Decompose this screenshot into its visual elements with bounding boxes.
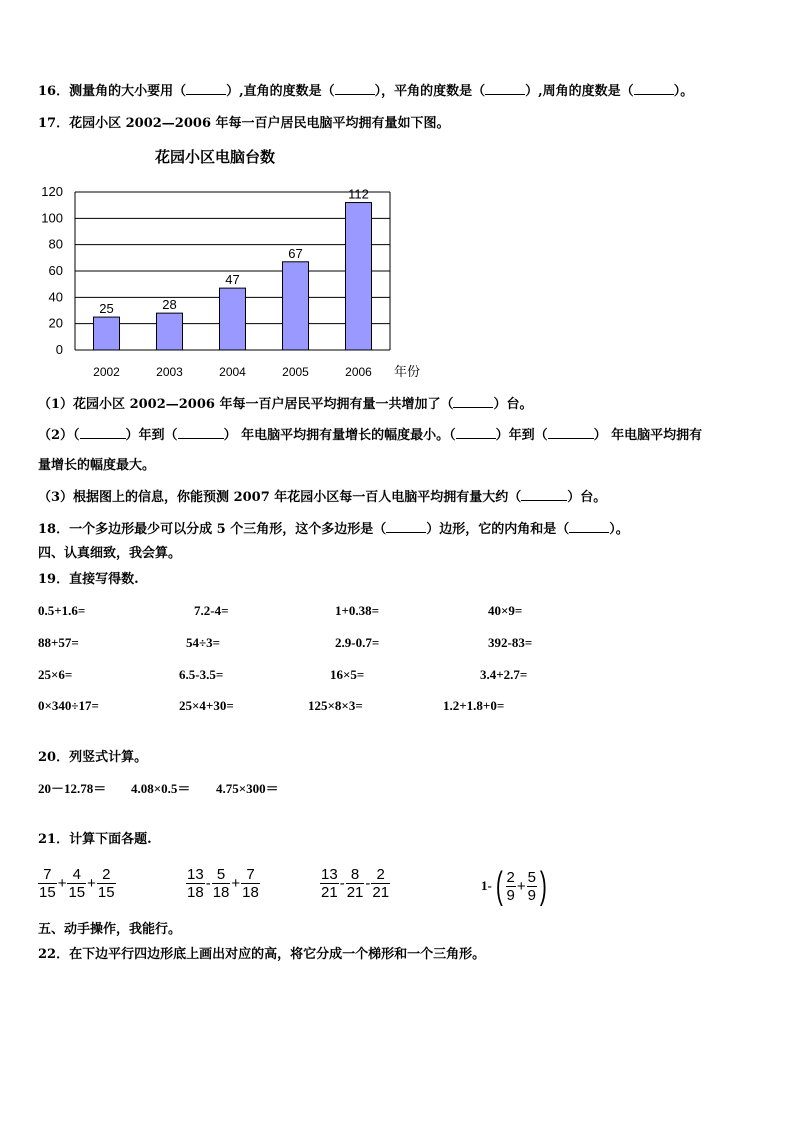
question-16: 16．测量角的大小要用（ ）,直角的度数是（ ），平角的度数是（ ）,周角的度数是（ ）。 bbox=[38, 84, 694, 99]
bar bbox=[94, 317, 120, 350]
answer-blank[interactable] bbox=[456, 427, 496, 439]
data-label: 25 bbox=[99, 301, 114, 317]
data-label: 67 bbox=[288, 245, 303, 261]
answer-blank[interactable] bbox=[634, 83, 674, 95]
mental-math-item: 54÷3= bbox=[186, 635, 221, 650]
mental-math-item: 16×5= bbox=[330, 667, 365, 682]
fraction: $\frac{2}{9}$ bbox=[506, 868, 515, 904]
x-tick-label: 2002 bbox=[93, 365, 120, 379]
fraction: $\frac{4}{15}$ bbox=[68, 866, 86, 901]
vertical-calc-item: 4.75×300＝ bbox=[216, 781, 279, 796]
mental-math-item: 0×340÷17= bbox=[38, 698, 99, 713]
x-tick-label: 2003 bbox=[156, 365, 183, 379]
question-21: 21．计算下面各题. bbox=[38, 832, 152, 847]
mental-math-item: 7.2-4= bbox=[194, 603, 229, 618]
answer-blank[interactable] bbox=[453, 396, 493, 408]
x-tick-label: 2006 bbox=[345, 365, 372, 379]
fraction: $\frac{2}{15}$ bbox=[97, 866, 115, 901]
bar bbox=[346, 203, 372, 350]
vertical-calc-item: 4.08×0.5＝ bbox=[131, 781, 191, 796]
fraction: $\frac{8}{21}$ bbox=[346, 866, 364, 901]
x-tick-label: 2004 bbox=[219, 365, 246, 379]
question-17-sub-1: （1）花园小区 2002—2006 年每一百户居民平均拥有量一共增加了（ ）台。 bbox=[38, 397, 533, 412]
answer-blank[interactable] bbox=[386, 521, 426, 533]
question-17-sub-3: （3）根据图上的信息，你能预测 2007 年花园小区每一百人电脑平均拥有量大约（ ）台。 bbox=[38, 490, 607, 505]
question-17: 17．花园小区 2002—2006 年每一百户居民电脑平均拥有量如下图。 bbox=[38, 116, 450, 131]
fraction: $\frac{5}{18}$ bbox=[212, 866, 230, 901]
mental-math-item: 2.9-0.7= bbox=[335, 635, 380, 650]
data-label: 28 bbox=[162, 297, 177, 313]
answer-blank[interactable] bbox=[548, 427, 594, 439]
answer-blank[interactable] bbox=[485, 83, 525, 95]
answer-blank[interactable] bbox=[80, 427, 126, 439]
mental-math-item: 0.5+1.6= bbox=[38, 603, 86, 618]
fraction: $\frac{7}{18}$ bbox=[242, 866, 259, 901]
answer-blank[interactable] bbox=[186, 83, 226, 95]
y-tick-label: 40 bbox=[48, 289, 63, 305]
fraction: $\frac{2}{21}$ bbox=[372, 866, 390, 901]
fraction: $\frac{7}{15}$ bbox=[39, 866, 56, 901]
answer-blank[interactable] bbox=[335, 83, 375, 95]
question-22: 22．在下边平行四边形底上画出对应的高，将它分成一个梯形和一个三角形。 bbox=[38, 947, 486, 962]
x-tick-label: 2005 bbox=[282, 365, 309, 379]
mental-math-item: 25×6= bbox=[38, 667, 73, 682]
y-tick-label: 100 bbox=[41, 210, 63, 226]
y-tick-label: 60 bbox=[48, 263, 63, 278]
fraction-expression-1: $\frac{7}{15}$ + $\frac{4}{15}$ + $\frac{2}{15}$ bbox=[39, 866, 115, 901]
y-tick-label: 20 bbox=[48, 315, 63, 331]
mental-math-item: 392-83= bbox=[488, 635, 533, 650]
question-17-sub-2-cont: 量增长的幅度最大。 bbox=[38, 458, 156, 473]
mental-math-item: 3.4+2.7= bbox=[480, 667, 528, 682]
section-5-heading: 五、动手操作，我能行。 bbox=[38, 922, 182, 937]
y-tick-label: 80 bbox=[48, 236, 63, 252]
bar bbox=[157, 313, 183, 350]
question-19: 19．直接写得数. bbox=[38, 572, 139, 587]
fraction-expression-3: $\frac{13}{21}$ - $\frac{8}{21}$ - $\frac{2}{21}$ bbox=[321, 866, 390, 901]
section-4-heading: 四、认真细致，我会算。 bbox=[38, 546, 182, 561]
question-18: 18．一个多边形最少可以分成 5 个三角形，这个多边形是（ ）边形，它的内角和是（ ）。 bbox=[38, 522, 629, 537]
fraction: $\frac{13}{18}$ bbox=[187, 866, 204, 901]
bar-chart bbox=[0, 140, 460, 390]
mental-math-item: 125×8×3= bbox=[308, 698, 363, 713]
x-axis-label: 年份 bbox=[394, 364, 421, 379]
bar bbox=[283, 262, 309, 350]
question-20: 20．列竖式计算。 bbox=[38, 750, 148, 765]
mental-math-item: 1+0.38= bbox=[335, 603, 380, 618]
data-label: 47 bbox=[225, 272, 240, 288]
chart-title: 花园小区电脑台数 bbox=[154, 149, 276, 166]
fraction-expression-2: $\frac{13}{18}$ - $\frac{5}{18}$ + $\frac{7}{18}$ bbox=[187, 866, 259, 901]
y-tick-label: 120 bbox=[41, 184, 63, 199]
answer-blank[interactable] bbox=[521, 489, 567, 501]
data-label: 112 bbox=[348, 186, 369, 202]
y-tick-label: 0 bbox=[55, 342, 63, 357]
mental-math-item: 25×4+30= bbox=[179, 698, 234, 713]
mental-math-item: 1.2+1.8+0= bbox=[443, 698, 505, 713]
fraction: $\frac{13}{21}$ bbox=[321, 866, 338, 901]
vertical-calc-item: 20－12.78＝ bbox=[38, 781, 107, 796]
fraction: $\frac{5}{9}$ bbox=[527, 868, 536, 904]
answer-blank[interactable] bbox=[569, 521, 609, 533]
fraction-expression-4: 1- ( $\frac{2}{9}$ + $\frac{5}{9}$ ) bbox=[481, 865, 547, 907]
answer-blank[interactable] bbox=[178, 427, 224, 439]
mental-math-item: 6.5-3.5= bbox=[179, 667, 224, 682]
question-17-sub-2: （2）（ ）年到（ ） 年电脑平均拥有量增长的幅度最小。（ ）年到（ ） 年电脑平均拥有 bbox=[38, 428, 703, 443]
bar bbox=[220, 288, 246, 350]
mental-math-item: 40×9= bbox=[488, 603, 523, 618]
mental-math-item: 88+57= bbox=[38, 635, 79, 650]
